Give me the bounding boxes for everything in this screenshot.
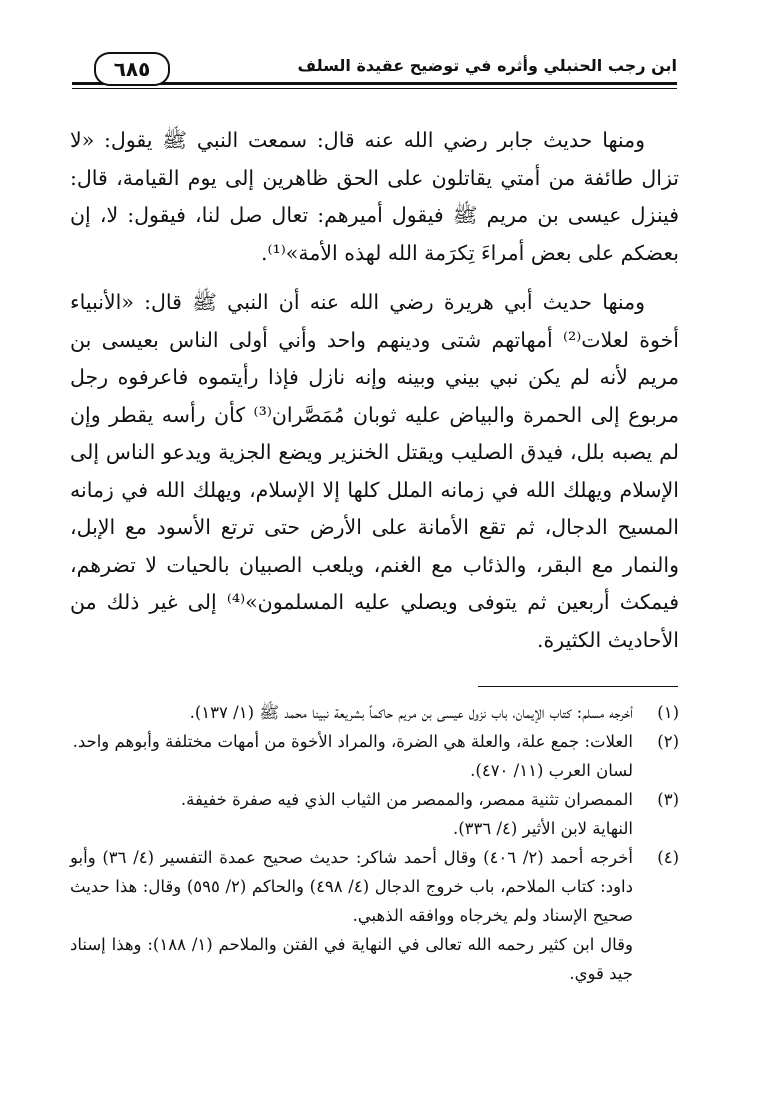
footnote-number: (٢) (657, 732, 679, 751)
footnote-separator (478, 686, 678, 687)
footnote-text: الممصران تثنية ممصر، والممصر من الثياب الذي فيه صفرة خفيفة. (180, 790, 633, 809)
footnote-source: لسان العرب (١١/ ٤٧٠). (470, 761, 633, 780)
running-header (72, 56, 677, 96)
main-text (70, 122, 679, 659)
page-number: ٦٨٥ (94, 52, 170, 86)
footnote-text: أخرجه أحمد (٢/ ٤٠٦) وقال أحمد شاكر: حديث صحيح عمدة التفسير (٤/ ٣٦) وأبو داود: كتاب الملاحم، باب خروج الدجال (٤/ ٤٩٨) والحاكم (٢/ ٥٩٥) وقال: هذا حديث صحيح الإسناد ولم يخرجاه ووافقه الذهبي. (70, 848, 633, 925)
header-thin-rule (72, 88, 677, 89)
footnote-number: (٣) (657, 790, 679, 809)
footnote-text: وقال ابن كثير رحمه الله تعالى في النهاية في الفتن والملاحم (١/ ١٨٨): وهذا إسناد جيد قوي. (70, 935, 633, 983)
footnote-3 (70, 785, 679, 843)
footnote-text: العلات: جمع علة، والعلة هي الضرة، والمراد الأخوة من أمهات مختلفة وأبوهم واحد. (72, 732, 633, 751)
footnote-number: (١) (657, 703, 679, 722)
footnote-2 (70, 727, 679, 785)
footnote-text: أخرجه مسلم: كتاب الإيمان، باب نزول عيسى بن مريم حاكماً بشريعة نبينا محمد ﷺ (١/ ١٣٧). (189, 703, 633, 722)
book-title: ابن رجب الحنبلي وأثره في توضيح عقيدة السلف (297, 56, 677, 75)
paragraph-jabir-hadith: ومنها حديث جابر رضي الله عنه قال: سمعت النبي ﷺ يقول: «لا تزال طائفة من أمتي يقاتلون على الحق ظاهرين إلى يوم القيامة، قال: فينزل عيسى بن مريم ﷺ فيقول أميرهم: تعال صل لنا، فيقول: لا، إن بعضكم على بعض أمراءَ تِكرَمة الله لهذه الأمة»⁽¹⁾. (70, 128, 679, 265)
footnote-source: النهاية لابن الأثير (٤/ ٣٣٦). (452, 819, 633, 838)
footnote-1 (70, 698, 679, 727)
paragraph-abu-hurayra-hadith: ومنها حديث أبي هريرة رضي الله عنه أن النبي ﷺ قال: «الأنبياء أخوة لعلات⁽²⁾ أمهاتهم شتى ودينهم واحد وأني أولى الناس بعيسى بن مريم لأنه لم يكن نبي بيني وبينه وإنه نازل فإذا رأيتموه فاعرفوه رجل مربوع إلى الحمرة والبياض عليه ثوبان مُمَصَّران⁽³⁾ كأن رأسه يقطر وإن لم يصبه بلل، فيدق الصليب ويقتل الخنزير ويضع الجزية ويدعو الناس إلى الإسلام ويهلك الله في زمانه الملل كلها إلا الإسلام، ويهلك الله في زمانه المسيح الدجال، ثم تقع الأمانة على الأرض حتى ترتع الأسود مع الإبل، والنمار مع البقر، والذئاب مع الغنم، ويلعب الصبيان بالحيات لا تضرهم، فيمكث أربعين ثم يتوفى ويصلي عليه المسلمون»⁽⁴⁾ إلى غير ذلك من الأحاديث الكثيرة. (70, 290, 679, 652)
footnote-number: (٤) (657, 848, 679, 867)
footnotes (70, 698, 679, 988)
footnote-4 (70, 843, 679, 988)
